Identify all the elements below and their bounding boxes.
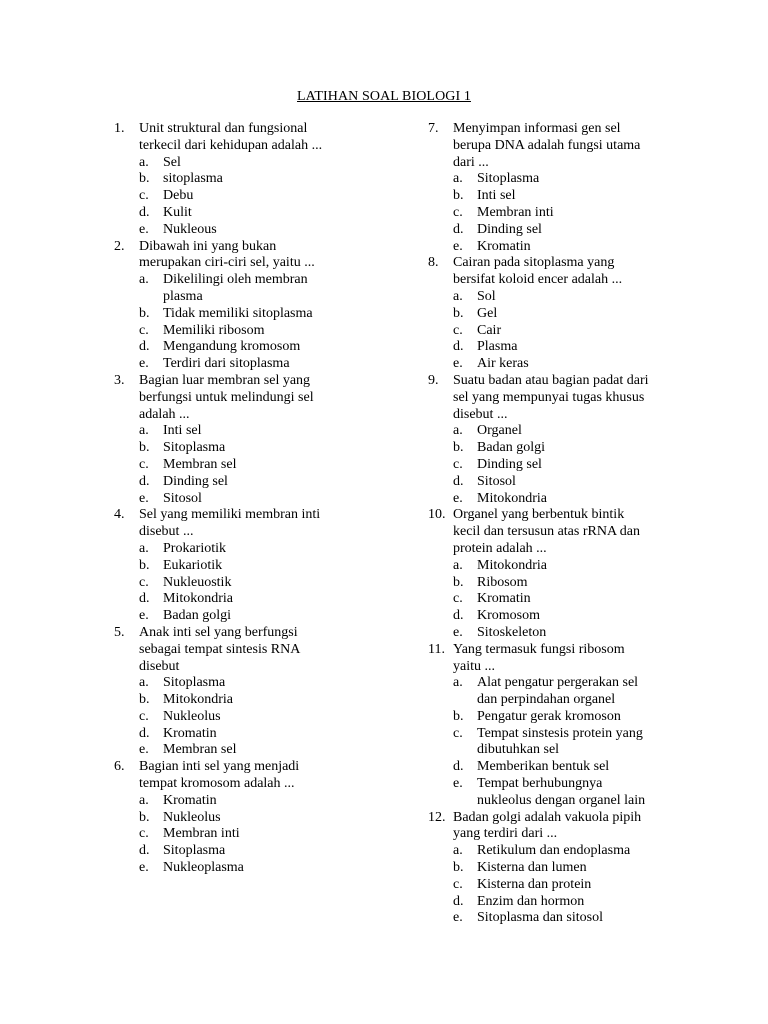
option-letter: c. <box>453 591 463 607</box>
question-5 <box>114 625 404 759</box>
option-letter: a. <box>453 288 463 304</box>
question-stem-line <box>114 390 404 407</box>
question-10 <box>428 507 738 641</box>
question-number: 10. <box>428 507 446 523</box>
question-text: berfungsi untuk melindungi sel <box>139 389 314 405</box>
option-letter: b. <box>453 188 464 204</box>
question-text: Dibawah ini yang bukan <box>139 238 277 254</box>
question-stem-line <box>114 507 404 524</box>
option-letter: a. <box>139 423 149 439</box>
question-stem-line <box>428 541 738 558</box>
answer-option <box>428 558 738 575</box>
option-letter: b. <box>453 860 464 876</box>
option-letter: e. <box>453 356 463 372</box>
question-text: berupa DNA adalah fungsi utama <box>453 137 641 153</box>
answer-option <box>428 289 738 306</box>
question-stem-line <box>428 138 738 155</box>
question-text: Menyimpan informasi gen sel <box>453 121 621 136</box>
option-letter: d. <box>139 591 150 607</box>
option-text: Nukleolus <box>163 809 221 825</box>
question-number: 4. <box>114 507 125 523</box>
option-text: Prokariotik <box>163 540 226 556</box>
answer-option <box>428 625 738 642</box>
question-text: bersifat koloid encer adalah ... <box>453 272 623 288</box>
question-text: Sel yang memiliki membran inti <box>139 507 321 523</box>
answer-option <box>114 155 404 172</box>
option-text: Organel <box>477 423 522 439</box>
option-text: Mitokondria <box>477 557 547 573</box>
question-text: Bagian inti sel yang menjadi <box>139 759 300 775</box>
answer-option <box>114 675 404 692</box>
option-text: Sol <box>477 288 496 304</box>
question-stem-line <box>114 121 404 138</box>
answer-option <box>428 608 738 625</box>
option-text: Terdiri dari sitoplasma <box>163 356 290 372</box>
option-text: Tidak memiliki sitoplasma <box>163 305 313 321</box>
option-letter: b. <box>453 440 464 456</box>
option-letter: a. <box>453 557 463 573</box>
answer-option <box>114 272 404 289</box>
question-text: terkecil dari kehidupan adalah ... <box>139 137 323 153</box>
option-text: nukleolus dengan organel lain <box>477 792 646 808</box>
option-text: Sitoplasma <box>163 440 226 456</box>
option-text: Cair <box>477 322 502 338</box>
option-text: Sitosol <box>477 473 516 489</box>
option-letter: a. <box>139 675 149 691</box>
question-text: disebut ... <box>453 406 508 422</box>
question-stem-line <box>114 625 404 642</box>
option-text: Membran inti <box>163 826 240 842</box>
option-letter: d. <box>453 608 464 624</box>
option-text: Dikelilingi oleh membran <box>163 272 308 288</box>
answer-option <box>428 205 738 222</box>
question-text: dari ... <box>453 154 489 170</box>
answer-option <box>114 491 404 508</box>
question-text: adalah ... <box>139 406 190 422</box>
question-stem-line <box>428 255 738 272</box>
option-text: Sitoplasma <box>163 675 226 691</box>
answer-option <box>428 692 738 709</box>
option-text: Membran sel <box>163 456 237 472</box>
question-stem-line <box>428 642 738 659</box>
option-text: Badan golgi <box>163 608 232 624</box>
answer-option <box>114 826 404 843</box>
option-text: dan perpindahan organel <box>477 692 616 708</box>
answer-option <box>428 339 738 356</box>
question-text: yang terdiri dari ... <box>453 826 558 842</box>
option-letter: e. <box>139 608 149 624</box>
option-text: Plasma <box>477 339 518 355</box>
option-letter: b. <box>139 557 150 573</box>
question-3 <box>114 373 404 507</box>
answer-option <box>428 894 738 911</box>
answer-option <box>114 222 404 239</box>
option-text: Kulit <box>163 204 192 220</box>
answer-option <box>114 860 404 877</box>
option-letter: d. <box>453 893 464 909</box>
question-text: Cairan pada sitoplasma yang <box>453 255 615 271</box>
answer-option <box>114 188 404 205</box>
question-text: disebut <box>139 658 180 674</box>
answer-option <box>114 440 404 457</box>
option-letter: e. <box>453 238 463 254</box>
option-letter: c. <box>139 188 149 204</box>
option-letter: b. <box>453 305 464 321</box>
question-stem-line <box>428 155 738 172</box>
option-letter: d. <box>139 725 150 741</box>
option-text: Enzim dan hormon <box>477 893 585 909</box>
answer-option <box>114 289 404 306</box>
question-7 <box>428 121 738 255</box>
answer-option <box>428 423 738 440</box>
option-letter: d. <box>139 843 150 859</box>
question-text: protein adalah ... <box>453 540 547 556</box>
option-text: Inti sel <box>163 423 202 439</box>
option-letter: c. <box>139 322 149 338</box>
option-letter: e. <box>139 490 149 506</box>
question-stem-line <box>428 524 738 541</box>
answer-option <box>428 239 738 256</box>
answer-option <box>114 558 404 575</box>
answer-option <box>428 474 738 491</box>
question-stem-line <box>114 776 404 793</box>
question-number: 6. <box>114 759 125 775</box>
option-letter: b. <box>139 809 150 825</box>
page-title: LATIHAN SOAL BIOLOGI 1 <box>297 89 471 104</box>
option-text: sitoplasma <box>163 171 223 187</box>
answer-option <box>114 591 404 608</box>
question-number: 9. <box>428 372 439 388</box>
option-text: Kisterna dan protein <box>477 876 592 892</box>
question-number: 3. <box>114 372 125 388</box>
answer-option <box>114 575 404 592</box>
question-number: 11. <box>428 641 445 657</box>
question-stem-line <box>114 373 404 390</box>
option-text: Mitokondria <box>163 692 233 708</box>
option-letter: b. <box>453 574 464 590</box>
option-letter: e. <box>139 742 149 758</box>
question-number: 5. <box>114 624 125 640</box>
option-text: Sitoplasma dan sitosol <box>477 910 603 926</box>
option-text: Sitosol <box>163 490 202 506</box>
right-column <box>428 121 738 927</box>
option-letter: a. <box>139 792 149 808</box>
option-letter: e. <box>139 221 149 237</box>
question-9 <box>428 373 738 507</box>
option-text: plasma <box>163 288 203 304</box>
answer-option <box>428 793 738 810</box>
answer-option <box>428 491 738 508</box>
option-letter: b. <box>139 171 150 187</box>
answer-option <box>428 440 738 457</box>
answer-option <box>114 742 404 759</box>
option-letter: e. <box>139 356 149 372</box>
option-letter: e. <box>453 776 463 792</box>
option-letter: c. <box>139 826 149 842</box>
option-text: Retikulum dan endoplasma <box>477 843 631 859</box>
question-stem-line <box>114 759 404 776</box>
question-stem-line <box>428 390 738 407</box>
option-letter: d. <box>453 759 464 775</box>
option-text: Nukleuostik <box>163 574 232 590</box>
option-text: Tempat sinstesis protein yang <box>477 725 643 741</box>
question-text: kecil dan tersusun atas rRNA dan <box>453 524 641 540</box>
option-text: Badan golgi <box>477 440 546 456</box>
answer-option <box>114 709 404 726</box>
answer-option <box>428 860 738 877</box>
option-letter: a. <box>139 540 149 556</box>
option-text: Ribosom <box>477 574 528 590</box>
question-stem-line <box>114 524 404 541</box>
question-stem-line <box>428 407 738 424</box>
option-letter: c. <box>453 204 463 220</box>
answer-option <box>114 356 404 373</box>
option-letter: d. <box>453 339 464 355</box>
option-letter: e. <box>453 490 463 506</box>
question-stem-line <box>428 272 738 289</box>
question-text: Unit struktural dan fungsional <box>139 121 308 136</box>
option-letter: d. <box>139 473 150 489</box>
option-letter: a. <box>139 272 149 288</box>
option-letter: c. <box>453 725 463 741</box>
answer-option <box>428 759 738 776</box>
question-2 <box>114 239 404 373</box>
answer-option <box>114 793 404 810</box>
answer-option <box>428 457 738 474</box>
question-text: Badan golgi adalah vakuola pipih <box>453 809 642 825</box>
option-letter: a. <box>453 423 463 439</box>
option-letter: d. <box>453 221 464 237</box>
option-text: Sitoplasma <box>477 171 540 187</box>
option-letter: d. <box>139 204 150 220</box>
question-stem-line <box>114 239 404 256</box>
option-letter: d. <box>139 339 150 355</box>
answer-option <box>428 742 738 759</box>
answer-option <box>428 675 738 692</box>
option-letter: e. <box>139 860 149 876</box>
answer-option <box>114 339 404 356</box>
answer-option <box>114 306 404 323</box>
question-text: yaitu ... <box>453 658 495 674</box>
option-text: Gel <box>477 305 498 321</box>
answer-option <box>114 205 404 222</box>
question-1 <box>114 121 404 239</box>
answer-option <box>114 171 404 188</box>
question-text: Organel yang berbentuk bintik <box>453 507 625 523</box>
answer-option <box>114 843 404 860</box>
option-text: Sel <box>163 154 181 170</box>
option-letter: c. <box>139 456 149 472</box>
answer-option <box>428 776 738 793</box>
question-text: tempat kromosom adalah ... <box>139 776 295 792</box>
option-letter: b. <box>453 708 464 724</box>
option-text: Dinding sel <box>477 456 542 472</box>
option-letter: a. <box>453 843 463 859</box>
option-letter: c. <box>453 456 463 472</box>
answer-option <box>428 575 738 592</box>
answer-option <box>428 877 738 894</box>
question-number: 1. <box>114 121 125 136</box>
option-text: Membran inti <box>477 204 554 220</box>
answer-option <box>114 457 404 474</box>
option-text: Memiliki ribosom <box>163 322 265 338</box>
option-letter: e. <box>453 910 463 926</box>
answer-option <box>428 843 738 860</box>
question-text: merupakan ciri-ciri sel, yaitu ... <box>139 255 315 271</box>
option-text: Mitokondria <box>163 591 233 607</box>
option-text: Kromatin <box>163 792 217 808</box>
question-text: disebut ... <box>139 524 194 540</box>
option-letter: c. <box>453 876 463 892</box>
question-number: 7. <box>428 121 439 136</box>
answer-option <box>428 591 738 608</box>
answer-option <box>428 222 738 239</box>
answer-option <box>428 709 738 726</box>
question-text: Bagian luar membran sel yang <box>139 372 311 388</box>
question-stem-line <box>428 373 738 390</box>
option-text: Kisterna dan lumen <box>477 860 587 876</box>
question-stem-line <box>114 255 404 272</box>
option-text: Kromatin <box>477 591 531 607</box>
answer-option <box>114 541 404 558</box>
option-letter: a. <box>453 675 463 691</box>
question-number: 8. <box>428 255 439 271</box>
question-stem-line <box>428 810 738 827</box>
option-text: Air keras <box>477 356 529 372</box>
option-text: Debu <box>163 188 194 204</box>
question-4 <box>114 507 404 625</box>
question-stem-line <box>114 659 404 676</box>
left-column <box>114 121 404 877</box>
answer-option <box>114 474 404 491</box>
option-letter: e. <box>453 624 463 640</box>
option-letter: a. <box>453 171 463 187</box>
option-text: dibutuhkan sel <box>477 742 560 758</box>
option-letter: a. <box>139 154 149 170</box>
option-text: Sitoskeleton <box>477 624 547 640</box>
question-stem-line <box>428 659 738 676</box>
question-text: Suatu badan atau bagian padat dari <box>453 372 649 388</box>
option-letter: b. <box>139 305 150 321</box>
option-text: Pengatur gerak kromoson <box>477 708 621 724</box>
option-letter: b. <box>139 692 150 708</box>
answer-option <box>428 306 738 323</box>
answer-option <box>114 810 404 827</box>
option-letter: c. <box>453 322 463 338</box>
option-text: Memberikan bentuk sel <box>477 759 610 775</box>
question-11 <box>428 642 738 810</box>
answer-option <box>114 423 404 440</box>
option-letter: b. <box>139 440 150 456</box>
option-text: Eukariotik <box>163 557 223 573</box>
answer-option <box>428 356 738 373</box>
option-text: Mengandung kromosom <box>163 339 301 355</box>
option-text: Tempat berhubungnya <box>477 776 603 792</box>
answer-option <box>114 608 404 625</box>
option-text: Nukleolus <box>163 708 221 724</box>
answer-option <box>114 726 404 743</box>
option-text: Mitokondria <box>477 490 547 506</box>
option-letter: c. <box>139 708 149 724</box>
question-stem-line <box>428 507 738 524</box>
question-stem-line <box>428 826 738 843</box>
question-stem-line <box>114 407 404 424</box>
option-text: Nukleoplasma <box>163 860 244 876</box>
answer-option <box>114 323 404 340</box>
question-stem-line <box>114 138 404 155</box>
question-number: 12. <box>428 809 446 825</box>
option-letter: d. <box>453 473 464 489</box>
option-text: Nukleous <box>163 221 217 237</box>
option-text: Dinding sel <box>477 221 542 237</box>
option-text: Kromatin <box>163 725 217 741</box>
option-text: Inti sel <box>477 188 516 204</box>
option-letter: c. <box>139 574 149 590</box>
answer-option <box>428 188 738 205</box>
option-text: Kromatin <box>477 238 531 254</box>
question-stem-line <box>114 642 404 659</box>
option-text: Membran sel <box>163 742 237 758</box>
answer-option <box>428 323 738 340</box>
question-stem-line <box>428 121 738 138</box>
answer-option <box>114 692 404 709</box>
question-text: Anak inti sel yang berfungsi <box>139 624 298 640</box>
question-text: Yang termasuk fungsi ribosom <box>453 641 625 657</box>
question-text: sebagai tempat sintesis RNA <box>139 641 301 657</box>
question-6 <box>114 759 404 877</box>
question-text: sel yang mempunyai tugas khusus <box>453 389 645 405</box>
answer-option <box>428 171 738 188</box>
option-text: Sitoplasma <box>163 843 226 859</box>
option-text: Kromosom <box>477 608 540 624</box>
question-8 <box>428 255 738 373</box>
option-text: Alat pengatur pergerakan sel <box>477 675 639 691</box>
answer-option <box>428 726 738 743</box>
option-text: Dinding sel <box>163 473 228 489</box>
answer-option <box>428 910 738 927</box>
question-12 <box>428 810 738 928</box>
question-number: 2. <box>114 238 125 254</box>
